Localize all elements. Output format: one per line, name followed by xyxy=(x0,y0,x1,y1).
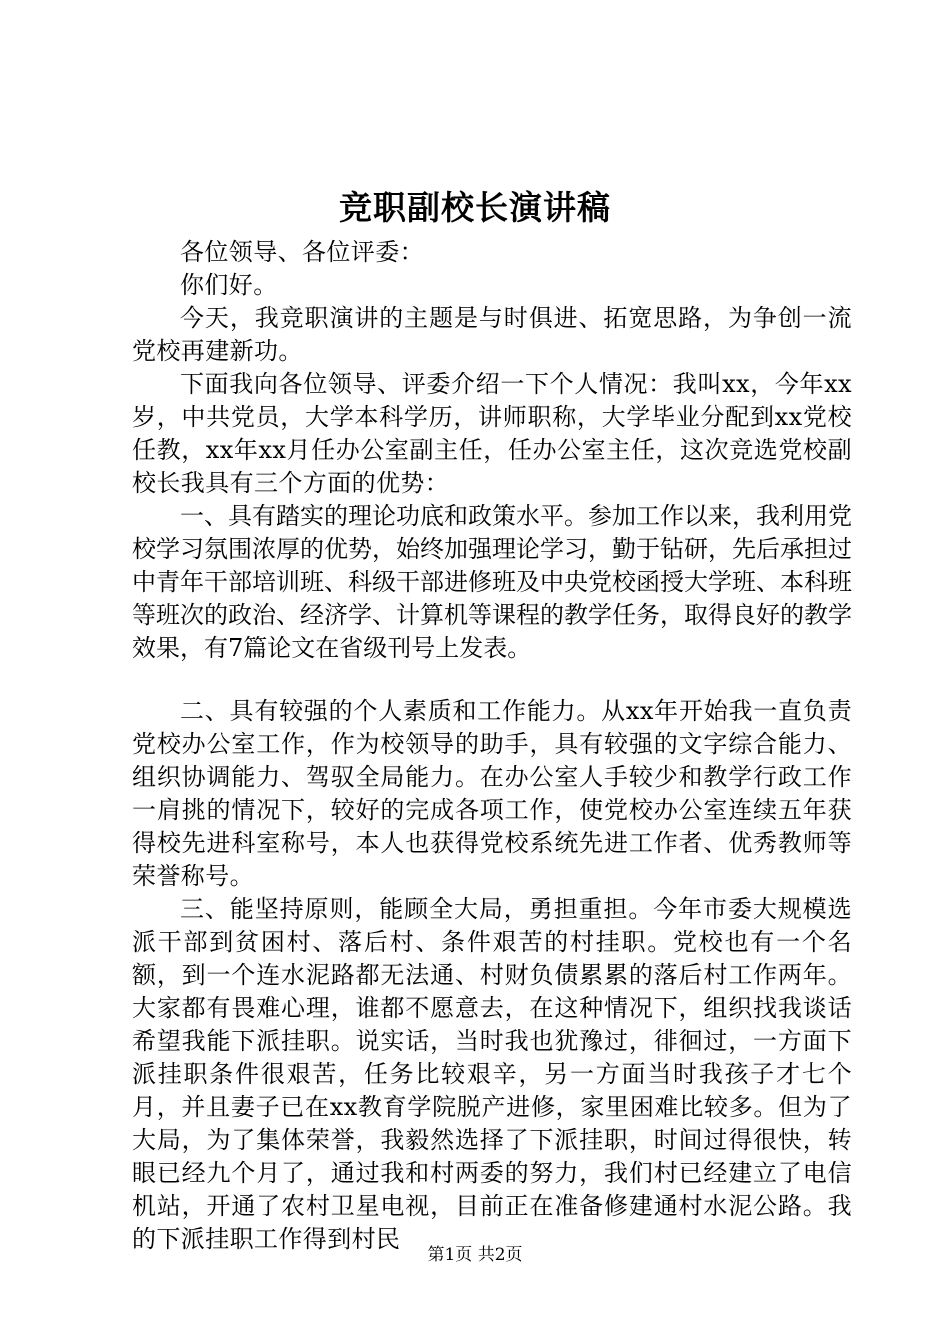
document-title: 竞职副校长演讲稿 xyxy=(339,188,611,227)
paragraph-theme: 今天，我竞职演讲的主题是与时俱进、拓宽思路，为争创一流党校再建新功。 xyxy=(132,304,852,365)
document-body xyxy=(132,236,852,1256)
salutation: 各位领导、各位评委： xyxy=(180,238,424,266)
paragraph-advantage-two: 二、具有较强的个人素质和工作能力。从xx年开始我一直负责党校办公室工作，作为校领导的助手，具有较强的文字综合能力、组织协调能力、驾驭全局能力。在办公室人手较少和教学行政工作一肩挑的情况下，较好的完成各项工作，使党校办公室连续五年获得校先进科室称号，本人也获得党校系统先进工作者、优秀教师等荣誉称号。 xyxy=(132,697,852,890)
greeting: 你们好。 xyxy=(180,271,278,299)
paragraph-advantage-three: 三、能坚持原则，能顾全大局，勇担重担。今年市委大规模选派干部到贫困村、落后村、条件艰苦的村挂职。党校也有一个名额，到一个连水泥路都无法通、村财负债累累的落后村工作两年。大家都有畏难心理，谁都不愿意去，在这种情况下，组织找我谈话希望我能下派挂职。说实话，当时我也犹豫过，徘徊过，一方面下派挂职条件很艰苦，任务比较艰辛，另一方面当时我孩子才七个月，并且妻子已在xx教育学院脱产进修，家里困难比较多。但为了大局，为了集体荣誉，我毅然选择了下派挂职，时间过得很快，转眼已经九个月了，通过我和村两委的努力，我们村已经建立了电信机站，开通了农村卫星电视，目前正在准备修建通村水泥公路。我的下派挂职工作得到村民 xyxy=(132,895,852,1253)
page-footer: 第1页 共2页 xyxy=(427,1245,523,1265)
paragraph-introduction: 下面我向各位领导、评委介绍一下个人情况：我叫xx，今年xx岁，中共党员，大学本科学历，讲师职称，大学毕业分配到xx党校任教，xx年xx月任办公室副主任，任办公室主任，这次竞选党校副校长我具有三个方面的优势： xyxy=(132,370,852,497)
paragraph-gap xyxy=(132,665,852,695)
paragraph-advantage-one: 一、具有踏实的理论功底和政策水平。参加工作以来，我利用党校学习氛围浓厚的优势，始终加强理论学习，勤于钻研，先后承担过中青年干部培训班、科级干部进修班及中央党校函授大学班、本科班等班次的政治、经济学、计算机等课程的教学任务，取得良好的教学效果，有7篇论文在省级刊号上发表。 xyxy=(132,502,852,662)
